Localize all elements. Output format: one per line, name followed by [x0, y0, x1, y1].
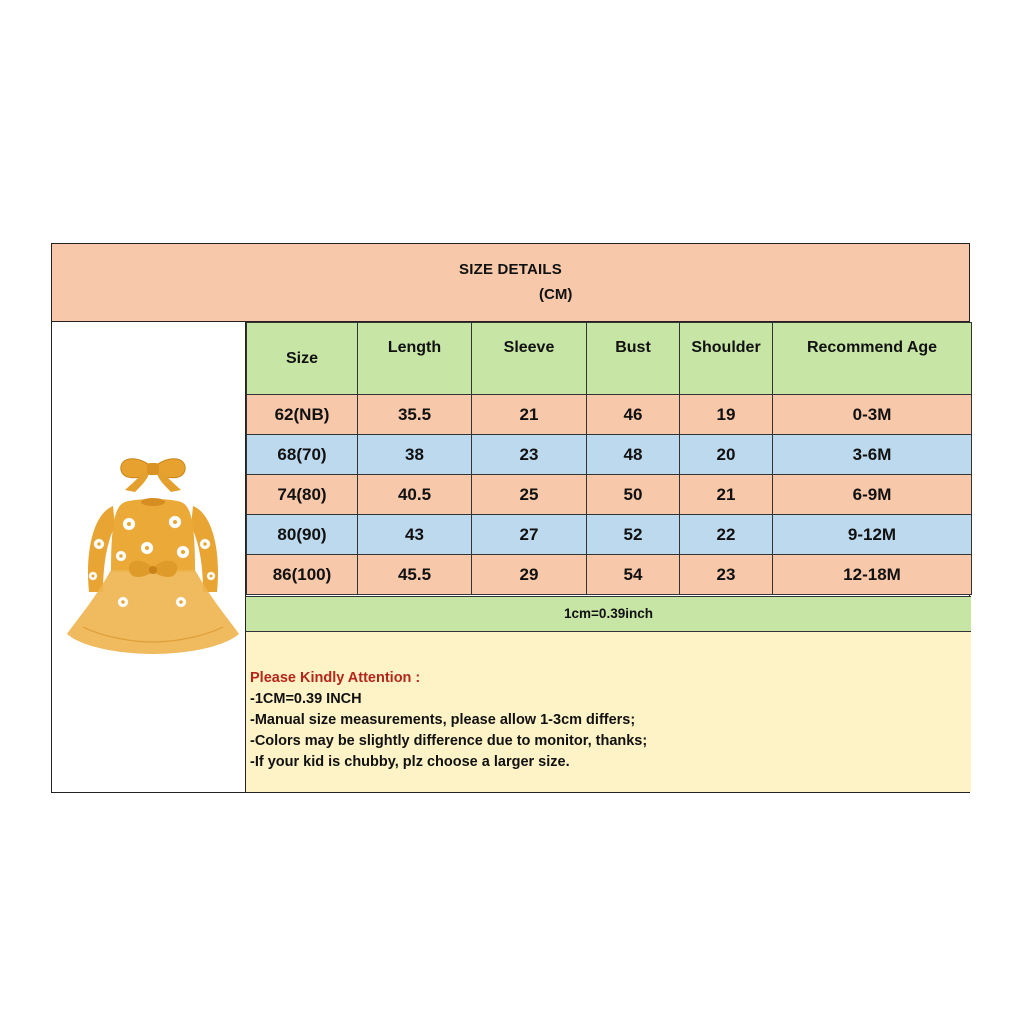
notes-panel: [246, 632, 971, 792]
cell-length: 38: [358, 435, 472, 475]
note-line: -If your kid is chubby, plz choose a larger size.: [250, 754, 570, 770]
cell-length: 45.5: [358, 555, 472, 595]
size-chart: [51, 243, 970, 793]
cell-shoulder: 22: [680, 515, 773, 555]
note-line: -Manual size measurements, please allow 1-3cm differs;: [250, 712, 636, 728]
headband-bow-icon: [121, 459, 185, 492]
note-line: -1CM=0.39 INCH: [250, 691, 362, 707]
column-header-size: Size: [247, 323, 358, 395]
column-header-length: Length: [358, 323, 472, 395]
chart-title: SIZE DETAILS: [459, 261, 562, 278]
cell-sleeve: 29: [472, 555, 587, 595]
product-image-column: [52, 322, 246, 792]
cell-bust: 50: [587, 475, 680, 515]
cell-age: 9-12M: [773, 515, 972, 555]
column-header-bust: Bust: [587, 323, 680, 395]
cell-size: 86(100): [247, 555, 358, 595]
cell-age: 12-18M: [773, 555, 972, 595]
table-row: [247, 475, 972, 515]
table-row: [247, 395, 972, 435]
note-line: -Colors may be slightly difference due to monitor, thanks;: [250, 733, 648, 749]
table-row: [247, 555, 972, 595]
cell-shoulder: 20: [680, 435, 773, 475]
cell-age: 3-6M: [773, 435, 972, 475]
cell-bust: 48: [587, 435, 680, 475]
cell-shoulder: 23: [680, 555, 773, 595]
table-row: [247, 435, 972, 475]
cell-sleeve: 23: [472, 435, 587, 475]
unit-label: (CM): [539, 286, 573, 303]
cell-length: 35.5: [358, 395, 472, 435]
cell-sleeve: 25: [472, 475, 587, 515]
cell-sleeve: 21: [472, 395, 587, 435]
cell-length: 40.5: [358, 475, 472, 515]
cell-size: 68(70): [247, 435, 358, 475]
cell-shoulder: 21: [680, 475, 773, 515]
cell-size: 74(80): [247, 475, 358, 515]
size-table: [246, 322, 972, 595]
cell-bust: 54: [587, 555, 680, 595]
cell-size: 62(NB): [247, 395, 358, 435]
dress-product-image: [63, 452, 243, 657]
cell-length: 43: [358, 515, 472, 555]
size-chart-header: [52, 244, 969, 322]
table-row: [247, 515, 972, 555]
cell-bust: 52: [587, 515, 680, 555]
column-header-sleeve: Sleeve: [472, 323, 587, 395]
cell-size: 80(90): [247, 515, 358, 555]
cell-shoulder: 19: [680, 395, 773, 435]
cell-age: 0-3M: [773, 395, 972, 435]
table-header-row: [247, 323, 972, 395]
cell-bust: 46: [587, 395, 680, 435]
column-header-recommend-age: Recommend Age: [773, 323, 972, 395]
cell-age: 6-9M: [773, 475, 972, 515]
attention-heading: Please Kindly Attention :: [250, 670, 421, 686]
cell-sleeve: 27: [472, 515, 587, 555]
conversion-note: 1cm=0.39inch: [246, 596, 971, 632]
column-header-shoulder: Shoulder: [680, 323, 773, 395]
